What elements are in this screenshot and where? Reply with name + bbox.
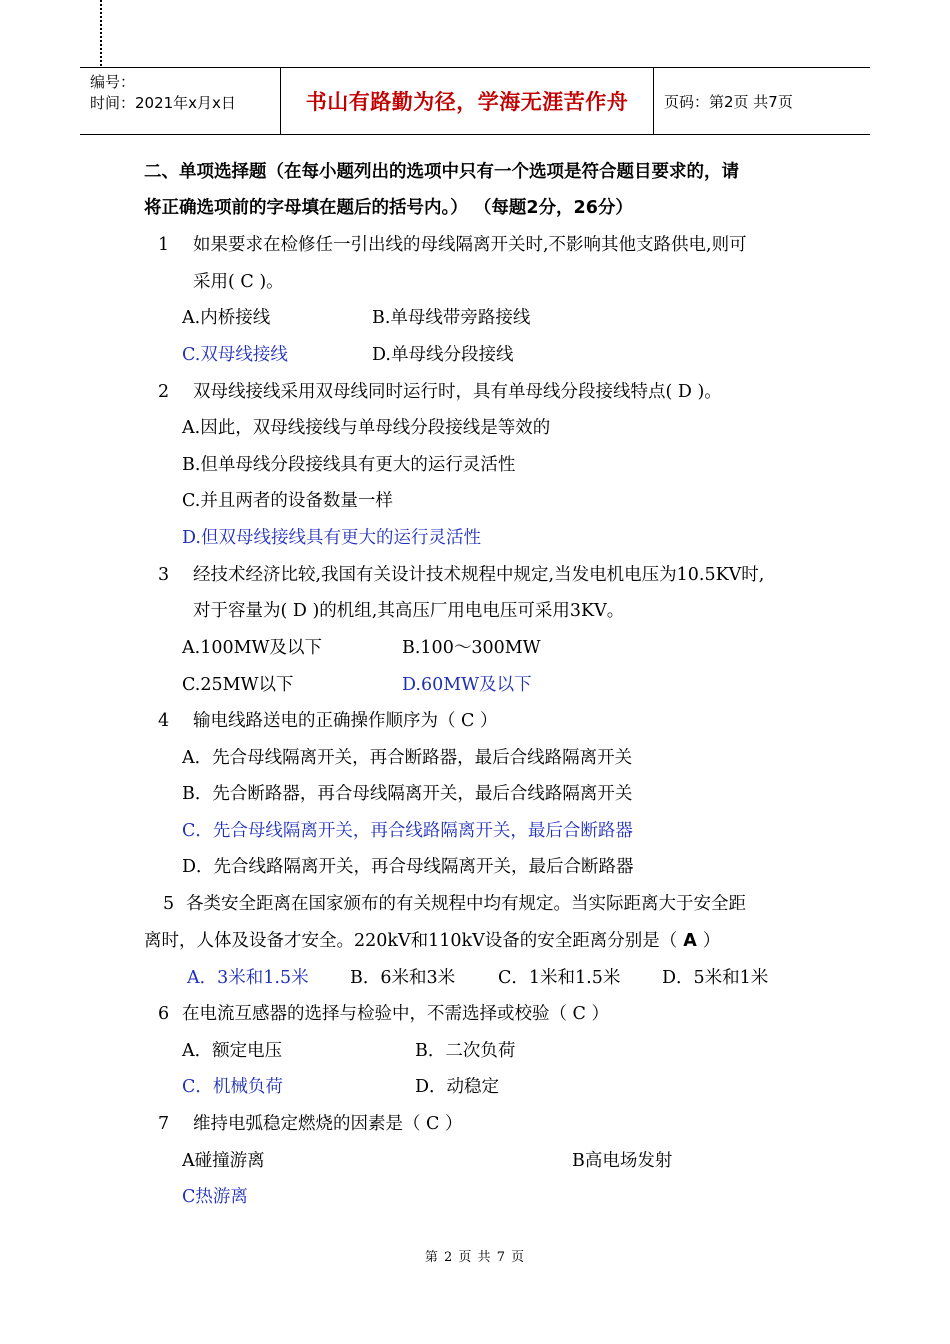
q5-stem-line2-close: ）: [702, 931, 721, 951]
q2-option-d-answer: D.但双母线接线具有更大的运行灵活性: [182, 528, 481, 548]
q3-number: 3: [158, 565, 170, 585]
q5-option-c: C．1米和1.5米: [498, 968, 621, 988]
section-title-line1: 二、单项选择题（在每小题列出的选项中只有一个选项是符合题目要求的，请: [144, 162, 739, 182]
q5-number: 5: [163, 894, 175, 914]
binding-dotted-line: [100, 0, 102, 66]
q4-stem: 输电线路送电的正确操作顺序为（ C ）: [193, 711, 498, 731]
q4-option-c-answer: C．先合母线隔离开关，再合线路隔离开关，最后合断路器: [182, 821, 633, 841]
header-date: 时间：2021年x月x日: [90, 94, 236, 112]
q1-stem-line1: 如果要求在检修任一引出线的母线隔离开关时,不影响其他支路供电,则可: [193, 235, 747, 255]
q1-stem-line2: 采用( C )。: [193, 272, 284, 292]
q3-option-c: C.25MW以下: [182, 675, 294, 695]
q5-stem-line2-text: 离时，人体及设备才安全。220kV和110kV设备的安全距离分别是（: [144, 931, 678, 951]
q1-number: 1: [158, 235, 170, 255]
section-title-line2: 将正确选项前的字母填在题后的括号内。） （每题2分，26分）: [144, 198, 633, 218]
page-header: [80, 67, 870, 135]
q1-option-a: A.内桥接线: [182, 308, 271, 328]
q1-option-c-answer: C.双母线接线: [182, 345, 288, 365]
q7-option-b: B高电场发射: [572, 1151, 673, 1171]
q4-number: 4: [158, 711, 170, 731]
q5-option-d: D．5米和1米: [662, 968, 769, 988]
q5-stem-line1: 各类安全距离在国家颁布的有关规程中均有规定。当实际距离大于安全距: [186, 894, 746, 914]
page-footer: 第 2 页 共 7 页: [424, 1250, 526, 1265]
header-meta: [80, 68, 281, 134]
q7-option-c-answer: C热游离: [182, 1187, 248, 1207]
q5-answer: A: [683, 931, 697, 951]
q1-option-d: D.单母线分段接线: [372, 345, 514, 365]
q7-option-a: A碰撞游离: [182, 1151, 265, 1171]
q5-stem-line2: [144, 929, 720, 953]
q6-option-a: A．额定电压: [182, 1041, 283, 1061]
q6-number: 6: [158, 1004, 170, 1024]
q6-option-c-answer: C．机械负荷: [182, 1077, 283, 1097]
q3-option-d-answer: D.60MW及以下: [402, 675, 532, 695]
q3-stem-line1: 经技术经济比较,我国有关设计技术规程中规定,当发电机电压为10.5KV时,: [193, 565, 765, 585]
q7-number: 7: [158, 1114, 170, 1134]
q2-option-c: C.并且两者的设备数量一样: [182, 491, 393, 511]
q2-stem: 双母线接线采用双母线同时运行时，具有单母线分段接线特点( D )。: [193, 382, 722, 402]
q3-option-b: B.100～300MW: [402, 638, 541, 658]
header-number: 编号：: [90, 73, 136, 91]
q7-stem: 维持电弧稳定燃烧的因素是（ C ）: [193, 1114, 463, 1134]
q5-option-a-answer: A．3米和1.5米: [187, 968, 309, 988]
q1-option-b: B.单母线带旁路接线: [372, 308, 531, 328]
q3-option-a: A.100MW及以下: [182, 638, 323, 658]
header-page-number: 页码：第2页 共7页: [664, 92, 793, 111]
q2-number: 2: [158, 382, 170, 402]
q3-stem-line2: 对于容量为( D )的机组,其高压厂用电电压可采用3KV。: [193, 601, 625, 621]
q2-option-a: A.因此，双母线接线与单母线分段接线是等效的: [182, 418, 551, 438]
q6-option-d: D．动稳定: [415, 1077, 500, 1097]
q6-option-b: B．二次负荷: [415, 1041, 516, 1061]
q4-option-d: D．先合线路隔离开关，再合母线隔离开关，最后合断路器: [182, 857, 634, 877]
q5-option-b: B．6米和3米: [350, 968, 456, 988]
q4-option-b: B．先合断路器，再合母线隔离开关，最后合线路隔离开关: [182, 784, 633, 804]
q4-option-a: A．先合母线隔离开关，再合断路器，最后合线路隔离开关: [182, 748, 633, 768]
header-motto: 书山有路勤为径，学海无涯苦作舟: [281, 68, 654, 134]
q2-option-b: B.但单母线分段接线具有更大的运行灵活性: [182, 455, 516, 475]
q6-stem: 在电流互感器的选择与检验中，不需选择或校验（ C ）: [182, 1004, 610, 1024]
